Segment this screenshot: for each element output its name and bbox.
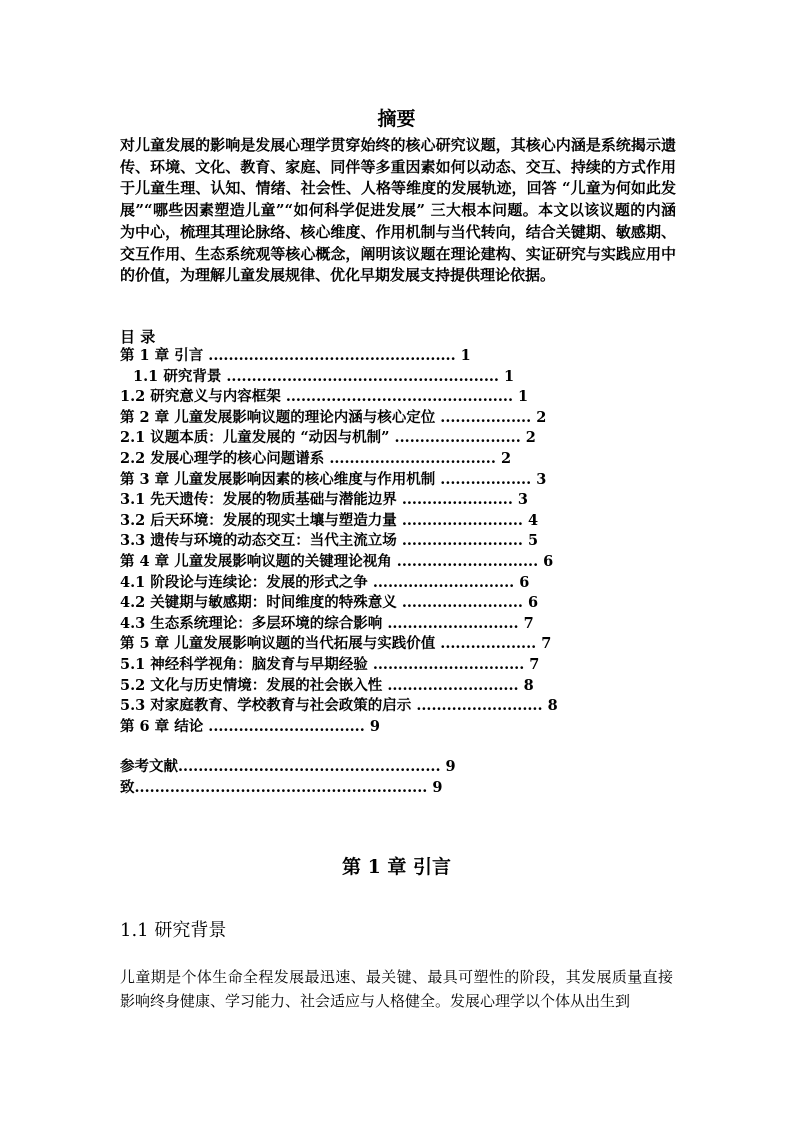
toc-entry[interactable]: 3.2 后天环境：发展的现实土壤与塑造力量 ........................ 4 — [120, 511, 539, 529]
toc-entry[interactable]: 4.3 生态系统理论：多层环境的综合影响 .......................... 7 — [120, 614, 534, 632]
toc-entry[interactable]: 第 2 章 儿童发展影响议题的理论内涵与核心定位 .................. 2 — [120, 408, 547, 426]
toc-entry[interactable]: 5.2 文化与历史情境：发展的社会嵌入性 .......................... 8 — [120, 676, 534, 694]
chapter-title: 第 1 章 引言 — [341, 856, 452, 878]
toc-entry[interactable]: 4.2 关键期与敏感期：时间维度的特殊意义 ........................ 6 — [120, 594, 539, 612]
toc-entry[interactable]: 3.3 遗传与环境的动态交互：当代主流立场 ........................ 5 — [120, 532, 539, 550]
toc-entry[interactable]: 1.2 研究意义与内容框架 ............................................. 1 — [120, 388, 529, 406]
section-title: 1.1 研究背景 — [120, 920, 227, 941]
toc-entry[interactable]: 第 4 章 儿童发展影响议题的关键理论视角 ............................ 6 — [120, 552, 554, 570]
toc-entry[interactable]: 第 6 章 结论 ............................... 9 — [120, 717, 380, 735]
body-paragraph: 儿童期是个体生命全程发展最迅速、最关键、最具可塑性的阶段，其发展质量直接影响终身健康、学习能力、社会适应与人格健全。发展心理学以个体从出生到 — [120, 968, 673, 1010]
toc-entry[interactable]: 第 5 章 儿童发展影响议题的当代拓展与实践价值 ................... 7 — [120, 635, 552, 653]
toc-heading: 目 录 — [120, 328, 156, 346]
toc-entry[interactable]: 4.1 阶段论与连续论：发展的形式之争 ............................ 6 — [120, 573, 530, 591]
table-of-contents — [120, 346, 680, 798]
toc-entry[interactable]: 5.3 对家庭教育、学校教育与社会政策的启示 ......................... 8 — [120, 697, 558, 715]
abstract-text: 对儿童发展的影响是发展心理学贯穿始终的核心研究议题，其核心内涵是系统揭示遗传、环境、文化、教育、家庭、同伴等多重因素如何以动态、交互、持续的方式作用于儿童生理、认知、情绪、社会性、人格等维度的发展轨迹，回答 “儿童为何如此发展”“哪些因素塑造儿童”“如何科学促进发展” 三大根本问题。本文以该议题的内涵为中心，梳理其理论脉络、核心维度、作用机制与当代转向，结合关键期、敏感期、交互作用、生态系统观等核心概念，阐明该议题在理论建构、实证研究与实践应用中的价值，为理解儿童发展规律、优化早期发展支持提供理论依据。 — [120, 136, 676, 285]
toc-entry[interactable]: 参考文献.................................................... 9 — [120, 758, 456, 776]
toc-entry[interactable]: 5.1 神经科学视角：脑发育与早期经验 .............................. 7 — [120, 655, 540, 673]
toc-entry[interactable]: 1.1 研究背景 ...................................................... 1 — [128, 367, 515, 385]
toc-entry[interactable]: 3.1 先天遗传：发展的物质基础与潜能边界 ...................... 3 — [120, 491, 529, 509]
toc-entry[interactable]: 致.......................................................... 9 — [120, 778, 443, 796]
toc-entry[interactable]: 第 3 章 儿童发展影响因素的核心维度与作用机制 .................. 3 — [120, 470, 547, 488]
abstract-title: 摘要 — [377, 108, 416, 130]
toc-entry[interactable]: 2.2 发展心理学的核心问题谱系 ................................. 2 — [120, 449, 512, 467]
toc-entry[interactable]: 第 1 章 引言 ................................................. 1 — [120, 347, 471, 364]
toc-entry[interactable]: 2.1 议题本质：儿童发展的 “动因与机制” ......................... 2 — [120, 429, 536, 447]
